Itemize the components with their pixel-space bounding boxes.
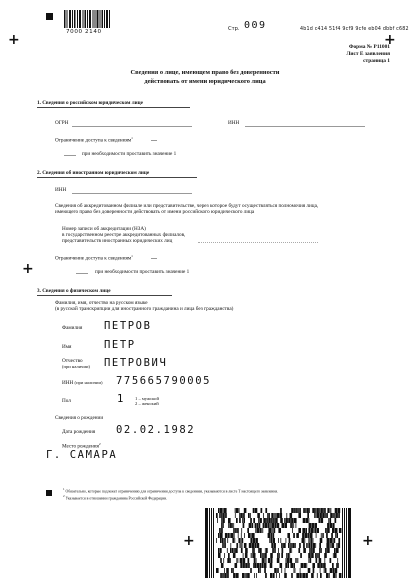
section2-nza-label: Номер записи об аккредитации (НЗА) в государственном реестре аккредитованных филиалов, представительств иностранных юридических лиц — [62, 226, 186, 244]
section2-nza-field[interactable] — [198, 238, 318, 243]
section1-inn-label: ИНН — [228, 120, 240, 126]
birth-heading: Сведения о рождении — [55, 415, 104, 421]
section2-rule — [37, 177, 197, 178]
form-page: страница 1 — [363, 58, 390, 64]
name-value[interactable]: ПЕТР — [104, 339, 136, 351]
section1-access-label: Ограничение доступа к сведениям$^1$ — [55, 136, 133, 144]
section2-access-label: Ограничение доступа к сведениям$^1$ — [55, 254, 133, 262]
patronymic-sublabel: (при наличии) — [62, 364, 90, 369]
birth-date-label: Дата рождения — [62, 429, 96, 435]
section1-access-note: при необходимости проставить значение 1 — [82, 151, 177, 157]
sex-label: Пол — [62, 398, 71, 404]
sex-value[interactable]: 1 — [117, 393, 125, 405]
footnotes — [63, 487, 363, 502]
section1-heading: 1. Сведения о российском юридическом лице — [37, 100, 143, 106]
footnote-2: $^2$ Указывается в отношении гражданина Российской Федерации. — [63, 494, 168, 501]
section2-inn-label: ИНН — [55, 187, 67, 193]
birth-date-value[interactable]: 02.02.1982 — [116, 424, 196, 436]
corner-marker-bottom-left — [46, 490, 52, 496]
birth-place-value[interactable]: Г. САМАРА — [46, 449, 118, 461]
corner-marker-top-left — [46, 13, 53, 20]
page-label: Стр. — [228, 26, 240, 32]
form-number: Форма № Р11001 — [348, 44, 390, 50]
footnote-1: $^1$ Обязательно, которые подлежат ограничению для ограничения доступа к сведениям, указываются в листе Т настоящего заявления. — [63, 487, 279, 494]
registration-mark-bottom-right: + — [362, 533, 374, 549]
section2-heading: 2. Сведения об иностранном юридическом лице — [37, 170, 150, 176]
patronymic-label: Отчество — [62, 358, 83, 364]
page-title: Сведения о лице, имеющем право без доверенности действовать от имени юридического лица — [130, 69, 280, 85]
registration-mark-bottom-center: + — [183, 533, 195, 549]
section3-heading: 3. Сведения о физическом лице — [37, 288, 111, 294]
name-label: Имя — [62, 344, 72, 350]
section3-rule — [37, 295, 172, 296]
birth-place-label: Место рождения$^2$ — [62, 442, 101, 450]
section1-access-value-field[interactable] — [64, 148, 76, 156]
section2-inn-field[interactable] — [72, 189, 192, 194]
section3-fio-note: Фамилия, имя, отчество на русском языке (в русской транскрипции для иностранного гражданина и лица без гражданства) — [55, 300, 234, 312]
sex-options: 1 – мужской 2 – женский — [135, 396, 159, 407]
registration-mark-top-right: + — [384, 32, 396, 48]
bottom-2d-barcode — [205, 508, 351, 578]
inn-label: ИНН (при наличии) — [62, 380, 103, 386]
section1-inn-field[interactable] — [245, 122, 365, 127]
surname-label: Фамилия — [62, 325, 83, 331]
registration-mark-top-left: + — [8, 32, 20, 48]
form-header — [330, 44, 390, 65]
hash-code: 4b1d c414 51f4 9cf9 9cfe eb04 dbbf c682 — [300, 27, 409, 32]
surname-value[interactable]: ПЕТРОВ — [104, 320, 152, 332]
top-barcode — [64, 10, 110, 28]
section2-access-note: при необходимости проставить значение 1 — [95, 269, 190, 275]
patronymic-value[interactable]: ПЕТРОВИЧ — [104, 357, 168, 369]
section2-branch-text: Сведения об аккредитованном филиале или представительстве, через которое будут осуществляться полномочия лица, имеющего право без доверенности действовать от имени российского юридического лица — [55, 203, 319, 215]
section2-access-value-field[interactable] — [76, 266, 88, 274]
section1-ogrn-label: ОГРН — [55, 120, 69, 126]
section1-ogrn-field[interactable] — [72, 122, 192, 127]
form-sheet: Лист Е заявления — [346, 51, 390, 57]
barcode-number: 7000 2140 — [66, 29, 102, 35]
section1-rule — [37, 107, 190, 108]
inn-value[interactable]: 775665790005 — [116, 375, 212, 387]
section1-access-field[interactable] — [151, 133, 157, 141]
page-number: 009 — [244, 20, 267, 31]
section2-access-field[interactable] — [151, 251, 157, 259]
registration-mark-mid-left: + — [22, 261, 34, 277]
